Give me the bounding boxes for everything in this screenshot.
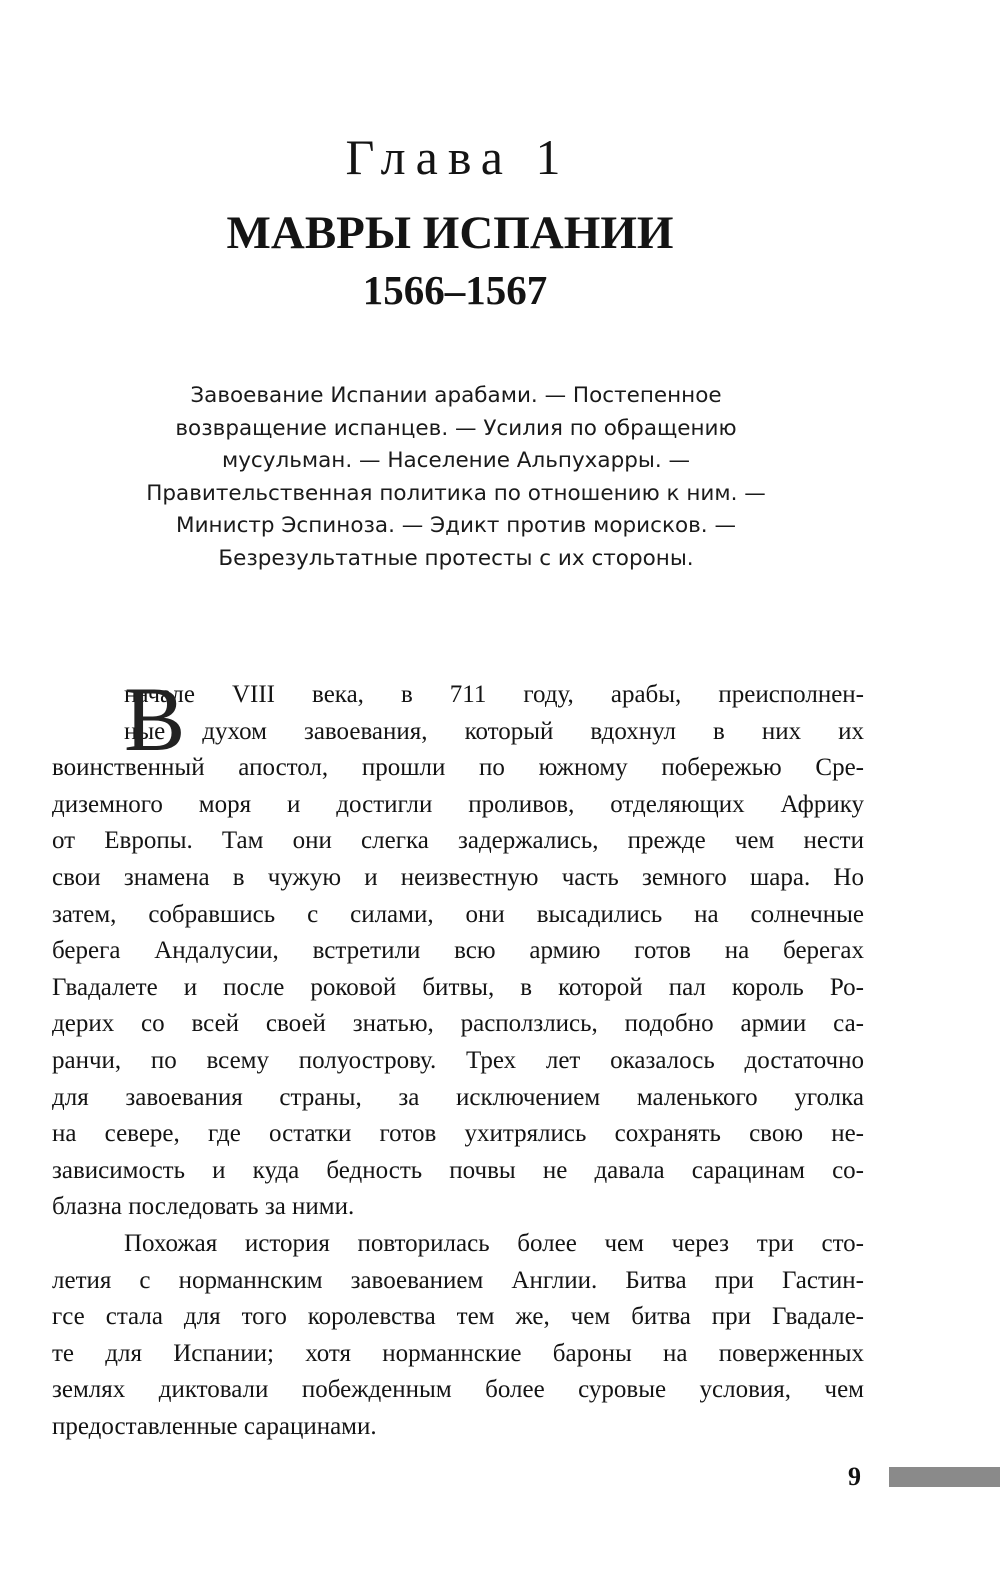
summary-line: мусульман. — Население Альпухарры. — [221, 448, 691, 473]
text-line: ные духом завоевания, который вдохнул в них их [124, 717, 864, 745]
text-line: начале VIII века, в 711 году, арабы, преисполнен- [124, 681, 864, 708]
summary-line: Завоевание Испании арабами. — Постепенное [190, 383, 722, 408]
text-line: блазна последовать за ними. [52, 1193, 355, 1221]
text-line: ранчи, по всему полуострову. Трех лет оказалось достаточно [52, 1046, 864, 1074]
summary-line: возвращение испанцев. — Усилия по обращению [175, 415, 737, 441]
text-line: Похожая история повторилась более чем через три сто- [124, 1229, 864, 1257]
paragraph-2 [52, 1226, 864, 1446]
text-line: дерих со всей своей знатью, расползлись, подобно армии са- [52, 1010, 864, 1038]
chapter-title: МАВРЫ ИСПАНИИ [226, 207, 674, 259]
summary-line: Безрезультатные протесты с их стороны. [218, 545, 694, 571]
text-line: те для Испании; хотя норманнские бароны на поверженных [52, 1339, 864, 1367]
text-line: от Европы. Там они слегка задержались, прежде чем нести [52, 827, 864, 855]
text-line: землях диктовали побежденным более суровые условия, чем [52, 1376, 864, 1404]
text-line: затем, собравшись с силами, они высадились на солнечные [52, 900, 864, 928]
drop-cap: В [124, 668, 186, 770]
summary-line: Министр Эспиноза. — Эдикт против морисков. — [176, 513, 736, 538]
text-line: Гвадалете и после роковой битвы, в которой пал король Ро- [52, 973, 864, 1001]
page-edge-bar [889, 1467, 1000, 1487]
text-line: летия с норманнским завоеванием Англии. Битва при Гастин- [52, 1266, 864, 1294]
text-line: на севере, где остатки готов ухитрялись сохранять свою не- [52, 1120, 864, 1148]
text-line: для завоевания страны, за исключением маленького уголка [52, 1083, 864, 1111]
chapter-label: Глава 1 [345, 129, 571, 185]
chapter-summary [100, 380, 812, 575]
body-text [52, 668, 864, 1445]
summary-line: Правительственная политика по отношению к ним. — [146, 480, 766, 506]
text-line: предоставленные сарацинами. [52, 1412, 377, 1440]
text-line: берега Андалусии, встретили всю армию готов на берегах [52, 937, 864, 965]
text-line: гсе стала для того королевства тем же, чем битва при Гвадале- [52, 1303, 864, 1331]
text-line: диземного моря и достигли проливов, отделяющих Африку [52, 790, 864, 818]
text-line: воинственный апостол, прошли по южному побережью Сре- [52, 754, 864, 782]
chapter-years: 1566–1567 [362, 267, 548, 313]
page-number: 9 [848, 1462, 861, 1491]
text-line: зависимость и куда бедность почвы не давала сарацинам со- [52, 1156, 864, 1184]
text-line: свои знамена в чужую и неизвестную часть земного шара. Но [52, 863, 864, 891]
